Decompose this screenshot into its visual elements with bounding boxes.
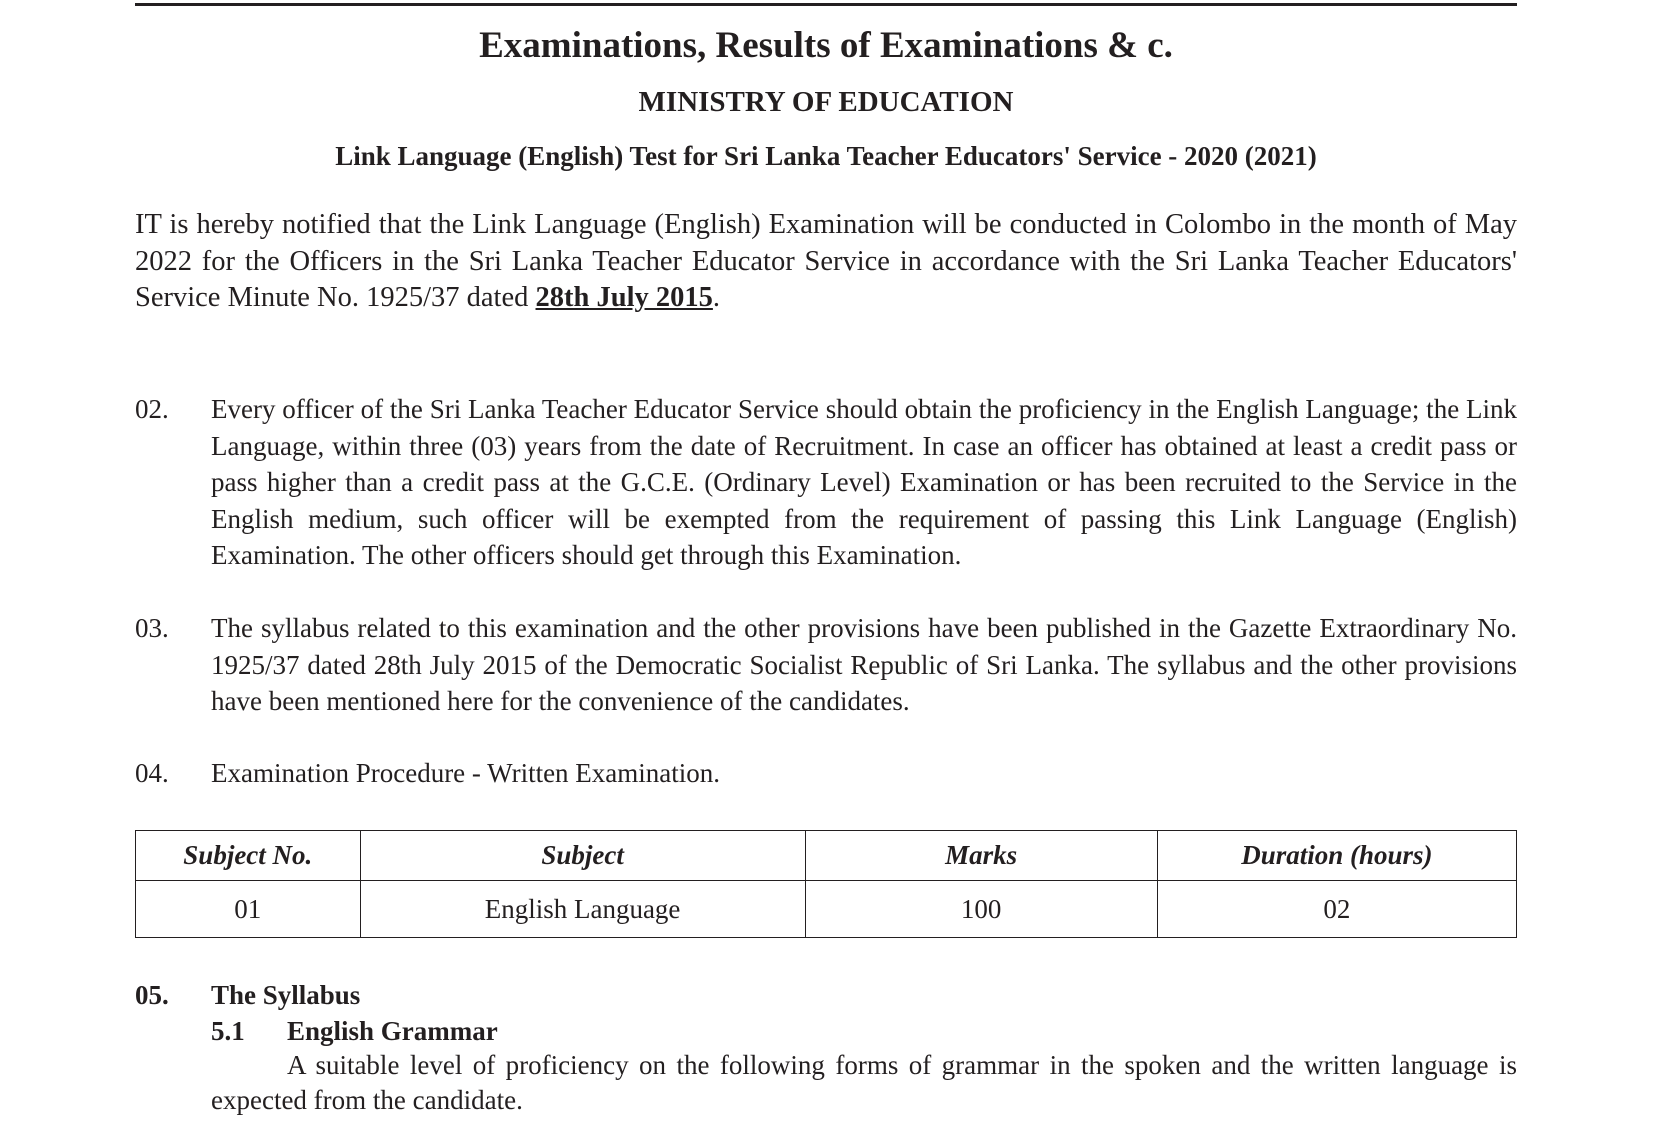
cell-subject-no: 01 bbox=[136, 881, 361, 938]
grammar-paragraph: A suitable level of proficiency on the following forms of grammar in the spoken and the written language is expected from the candidate. bbox=[211, 1050, 1517, 1115]
intro-paragraph bbox=[135, 207, 1517, 317]
paragraph-03 bbox=[135, 610, 1517, 720]
header-marks: Marks bbox=[805, 831, 1157, 881]
ministry-heading: MINISTRY OF EDUCATION bbox=[638, 86, 1014, 118]
paragraph-text: Every officer of the Sri Lanka Teacher Educator Service should obtain the proficiency in the English Language; the Link Language, within three (03) years from the date of Recruitment. In case an officer has obtained at least a credit pass or pass higher than a credit pass at the G.C.E. (Ordinary Level) Examination or has been recruited to the Service in the English medium, such officer will be exempted from the requirement of passing this Link Language (English) Examination. The other officers should get through this Examination. bbox=[211, 394, 1517, 571]
header-subject: Subject bbox=[360, 831, 805, 881]
syllabus-number: 05. bbox=[135, 980, 169, 1010]
paragraph-02 bbox=[135, 391, 1517, 574]
subsection-title: English Grammar bbox=[287, 1016, 498, 1046]
paragraph-text: The syllabus related to this examination and the other provisions have been published in the Gazette Extraordinary No. 1925/37 dated 28th July 2015 of the Democratic Socialist Republic of Sri Lanka. The syllabus and the other provisions have been mentioned here for the convenience of the candidates. bbox=[211, 613, 1517, 717]
header-subject-no: Subject No. bbox=[136, 831, 361, 881]
gazette-page bbox=[135, 0, 1517, 1147]
table-row bbox=[136, 881, 1517, 938]
syllabus-title: The Syllabus bbox=[211, 980, 361, 1010]
header-duration: Duration (hours) bbox=[1157, 831, 1516, 881]
subsection-number: 5.1 bbox=[211, 1016, 245, 1046]
paragraph-04 bbox=[135, 755, 1517, 792]
paragraph-number: 02. bbox=[135, 394, 169, 424]
test-name-heading: Link Language (English) Test for Sri Lanka Teacher Educators' Service - 2020 (2021) bbox=[335, 141, 1317, 171]
minute-date: 28th July 2015 bbox=[535, 282, 713, 313]
cell-marks: 100 bbox=[805, 881, 1157, 938]
paragraph-number: 04. bbox=[135, 758, 169, 788]
paragraph-number: 03. bbox=[135, 613, 169, 643]
paragraph-text: Examination Procedure - Written Examination. bbox=[211, 758, 721, 788]
exam-table bbox=[135, 830, 1517, 938]
top-rule bbox=[135, 3, 1517, 6]
section-title: Examinations, Results of Examinations & c. bbox=[479, 25, 1173, 66]
intro-text: IT is hereby notified that the Link Language (English) Examination will be conducted in Colombo in the month of May 2022 for the Officers in the Sri Lanka Teacher Educator Service in accordance with the Sri Lanka Teacher Educators' Service Minute No. 1925/37 dated bbox=[135, 209, 1517, 313]
intro-end: . bbox=[712, 282, 721, 313]
cell-subject: English Language bbox=[360, 881, 805, 938]
cell-duration: 02 bbox=[1157, 881, 1516, 938]
table-header-row bbox=[136, 831, 1517, 881]
